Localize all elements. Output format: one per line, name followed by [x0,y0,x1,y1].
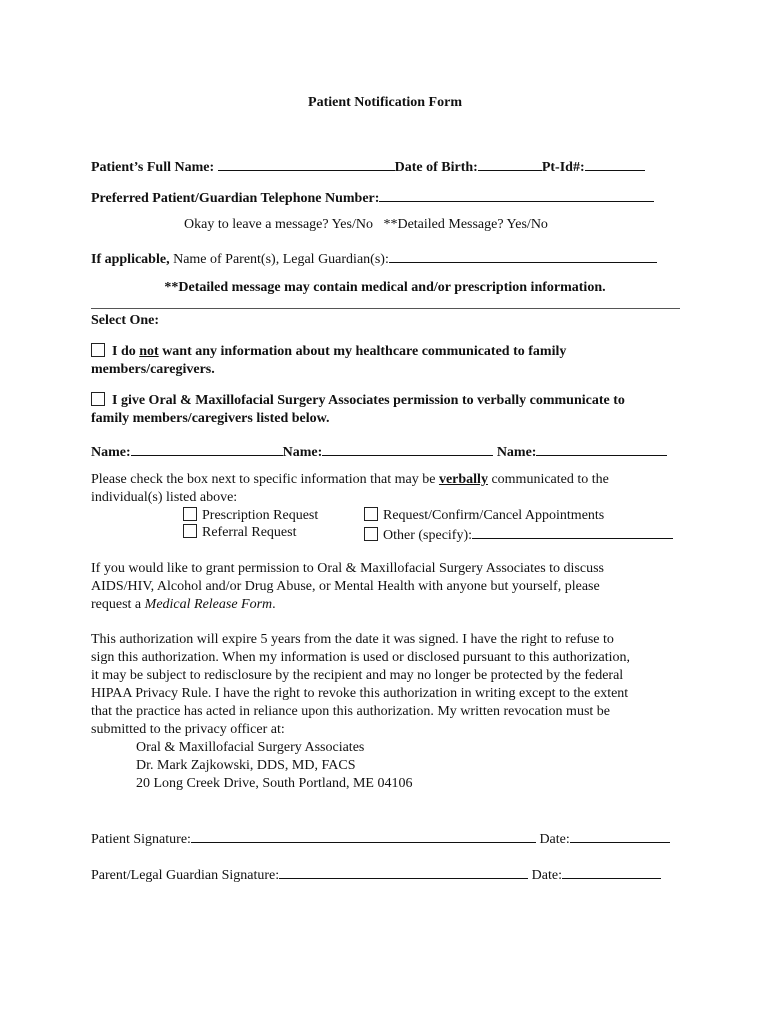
authorization-line: that the practice has acted in reliance upon this authorization. My written revocation must be [91,704,610,719]
appointments-checkbox[interactable] [364,507,378,521]
appointments-label: Request/Confirm/Cancel Appointments [383,508,605,523]
guardian-date-field[interactable] [562,864,661,879]
guardian-names-field[interactable] [389,248,657,263]
option-give-permission-checkbox[interactable] [91,392,105,406]
name-1-label: Name: [91,445,131,460]
patient-date-field[interactable] [570,828,670,843]
patient-date-label: Date: [539,832,570,847]
permission-line-1: If you would like to grant permission to Oral & Maxillofacial Surgery Associates to discuss [91,561,604,576]
phone-label: Preferred Patient/Guardian Telephone Number: [91,191,380,206]
authorization-line: it may be subject to redisclosure by the recipient and may no longer be protected by the federal [91,668,624,683]
guardian-signature-row [91,864,661,884]
name-2-field[interactable] [322,441,493,456]
message-questions [184,217,548,233]
permission-paragraph [91,560,604,614]
phone-row [91,187,654,207]
option-no-text-2: want any information about my healthcare communicated to family [158,344,567,359]
check-info-text-1: Please check the box next to specific information that may be [91,472,439,487]
guardian-names-label: Name of Parent(s), Legal Guardian(s): [173,252,389,267]
option-yes-text-1: I give Oral & Maxillofacial Surgery Associates permission to verbally communicate to [112,393,625,408]
authorization-line: sign this authorization. When my information is used or disclosed pursuant to this authorization, [91,650,631,665]
permission-line-3-end: . [272,597,276,612]
check-info-text-3: individual(s) listed above: [91,490,238,505]
permission-line-2: AIDS/HIV, Alcohol and/or Drug Abuse, or Mental Health with anyone but yourself, please [91,579,600,594]
practice-name: Oral & Maxillofacial Surgery Associates [136,740,365,755]
page-title: Patient Notification Form [308,95,462,110]
ptid-label: Pt-Id#: [541,160,585,175]
option-no-not: not [139,344,159,359]
check-info-verbally: verbally [438,472,488,487]
if-applicable-label: If applicable, [91,252,170,267]
dob-field[interactable] [478,156,542,171]
option-no-info-checkbox[interactable] [91,343,105,357]
ptid-field[interactable] [585,156,645,171]
other-label: Other (specify): [383,528,473,543]
detailed-message-question: **Detailed Message? Yes/No [383,217,548,232]
other-checkbox[interactable] [364,527,378,541]
patient-signature-label: Patient Signature: [91,832,191,847]
guardian-date-label: Date: [531,868,562,883]
option-give-permission [91,392,625,428]
option-yes-text-2: family members/caregivers listed below. [91,411,330,426]
patient-signature-field[interactable] [191,828,536,843]
other-specify-field[interactable] [472,524,673,539]
name-3-label: Name: [496,445,537,460]
info-item-other [364,524,673,544]
phone-field[interactable] [379,187,654,202]
section-divider [91,308,680,309]
leave-message-question: Okay to leave a message? Yes/No [184,217,373,232]
authorization-paragraph [91,631,630,739]
referral-request-label: Referral Request [202,525,297,540]
detailed-message-note: **Detailed message may contain medical and/or prescription information. [164,280,606,295]
full-name-label: Patient’s Full Name: [91,160,215,175]
option-no-text-3: members/caregivers. [91,362,215,377]
street-address: 20 Long Creek Drive, South Portland, ME 04106 [136,776,413,791]
caregiver-names-row [91,441,667,461]
guardian-signature-field[interactable] [279,864,528,879]
option-no-info [91,343,566,379]
full-name-field[interactable] [218,156,395,171]
guardian-row [91,248,657,268]
dob-label: Date of Birth: [394,160,478,175]
authorization-line: This authorization will expire 5 years from the date it was signed. I have the right to refuse to [91,632,614,647]
prescription-request-label: Prescription Request [202,508,319,523]
info-item-appointments [364,507,604,524]
authorization-line: submitted to the privacy officer at: [91,722,285,737]
permission-line-3: request a [91,597,145,612]
patient-info-row [91,156,645,176]
check-info-intro [91,471,609,507]
privacy-officer-address [136,739,412,793]
option-no-text-1: I do [112,344,140,359]
name-1-field[interactable] [131,441,283,456]
info-item-referral [183,524,296,541]
patient-signature-row [91,828,670,848]
info-item-prescription [183,507,318,524]
prescription-request-checkbox[interactable] [183,507,197,521]
select-one-label: Select One: [91,313,160,328]
medical-release-form-name: Medical Release Form [144,597,273,612]
authorization-line: HIPAA Privacy Rule. I have the right to revoke this authorization in writing except to the extent [91,686,629,701]
check-info-text-2: communicated to the [487,472,609,487]
name-2-label: Name: [282,445,323,460]
name-3-field[interactable] [536,441,667,456]
doctor-name: Dr. Mark Zajkowski, DDS, MD, FACS [136,758,356,773]
guardian-signature-label: Parent/Legal Guardian Signature: [91,868,280,883]
referral-request-checkbox[interactable] [183,524,197,538]
